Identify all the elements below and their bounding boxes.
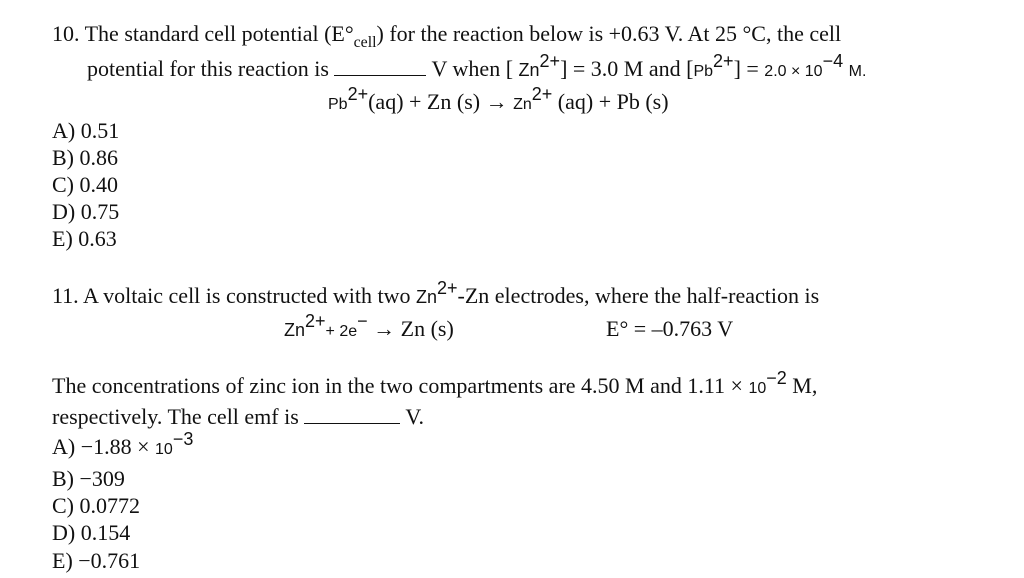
q10-line-2	[87, 51, 867, 85]
q10-number: 10.	[52, 21, 80, 46]
q10-line-1	[52, 21, 842, 51]
q10-conc-exponent: −4	[822, 51, 844, 71]
q11-choice-a	[52, 429, 194, 463]
q11-text-4b: V.	[405, 404, 424, 429]
q10-pb-charge: 2+	[713, 51, 734, 71]
q11-choice-a-base: 10	[155, 441, 173, 458]
q11-hr-text-b: → Zn (s)	[367, 316, 454, 341]
q10-answer-blank	[334, 57, 426, 76]
q11-text-1c: -Zn electrodes, where the half-reaction is	[457, 283, 820, 308]
q10-text-1a: The standard cell potential (E°	[84, 21, 354, 46]
q11-line-3	[52, 368, 818, 402]
q10-choice-a: A) 0.51	[52, 118, 120, 143]
q11-answer-blank	[304, 405, 400, 424]
q11-text-4a: respectively. The cell emf is	[52, 404, 299, 429]
q10-text-2a: potential for this reaction is	[87, 56, 329, 81]
q11-text-1b: ic cell is constructed with two	[147, 283, 411, 308]
q10-choice-e: E) 0.63	[52, 226, 117, 251]
q10-zn-symbol: Zn	[518, 60, 540, 80]
q11-choice-c: C) 0.0772	[52, 493, 140, 518]
q10-eq-zn-charge: 2+	[531, 84, 553, 104]
q11-text-3c: M,	[786, 373, 818, 398]
q11-hr-zn-charge: 2+	[305, 311, 326, 331]
q11-standard-potential: E° = –0.763 V	[606, 316, 734, 341]
q11-hr-minus: −	[357, 311, 368, 331]
q11-hr-zn: Zn	[284, 320, 306, 340]
q10-equation	[328, 84, 669, 118]
q10-conc-unit: M.	[848, 63, 867, 80]
q10-text-2b: V when [	[431, 56, 514, 81]
q11-choice-a-text: A) −1.88 ×	[52, 434, 156, 459]
q10-text-2d: ] =	[733, 56, 759, 81]
q10-choice-d: D) 0.75	[52, 199, 120, 224]
q11-zn-charge: 2+	[437, 278, 458, 298]
q11-line-1	[52, 278, 820, 310]
q10-eq-text-b: (aq) + Pb (s)	[552, 89, 669, 114]
q10-eq-pb-charge: 2+	[347, 84, 369, 104]
q11-text-1a: A volta	[82, 283, 148, 308]
q11-choice-a-exponent: −3	[172, 429, 194, 449]
q10-text-2c: ] = 3.0 M and [	[560, 56, 694, 81]
q11-choice-b: B) −309	[52, 466, 125, 491]
q11-line-4	[52, 404, 424, 430]
q10-text-1b: ) for the reaction below is +0.63 V. At 25 °C, the cell	[376, 21, 842, 46]
q10-zn-charge: 2+	[539, 51, 561, 71]
q11-conc-base: 10	[748, 380, 767, 397]
q11-zn-symbol: Zn	[415, 287, 437, 307]
q11-conc-exponent: −2	[766, 368, 787, 388]
q10-cell-subscript: cell	[353, 33, 377, 51]
q11-text-3a: The concentrations of zinc ion in the two compartments are 4.50 M and 1.11 ×	[52, 373, 749, 398]
q10-pb-symbol: Pb	[693, 63, 714, 80]
q10-conc-base: 2.0 × 10	[764, 63, 823, 80]
q10-choice-b: B) 0.86	[52, 145, 118, 170]
q10-eq-text-a: (aq) + Zn (s) →	[368, 89, 514, 114]
q10-eq-pb: Pb	[328, 96, 348, 113]
q11-number: 11.	[52, 283, 79, 308]
q11-choice-e: E) −0.761	[52, 548, 141, 573]
q11-half-reaction	[284, 311, 454, 345]
q11-hr-text-a: + 2e	[325, 323, 358, 340]
q10-choice-c: C) 0.40	[52, 172, 118, 197]
q10-eq-zn: Zn	[513, 96, 532, 113]
q11-choice-d: D) 0.154	[52, 520, 131, 545]
